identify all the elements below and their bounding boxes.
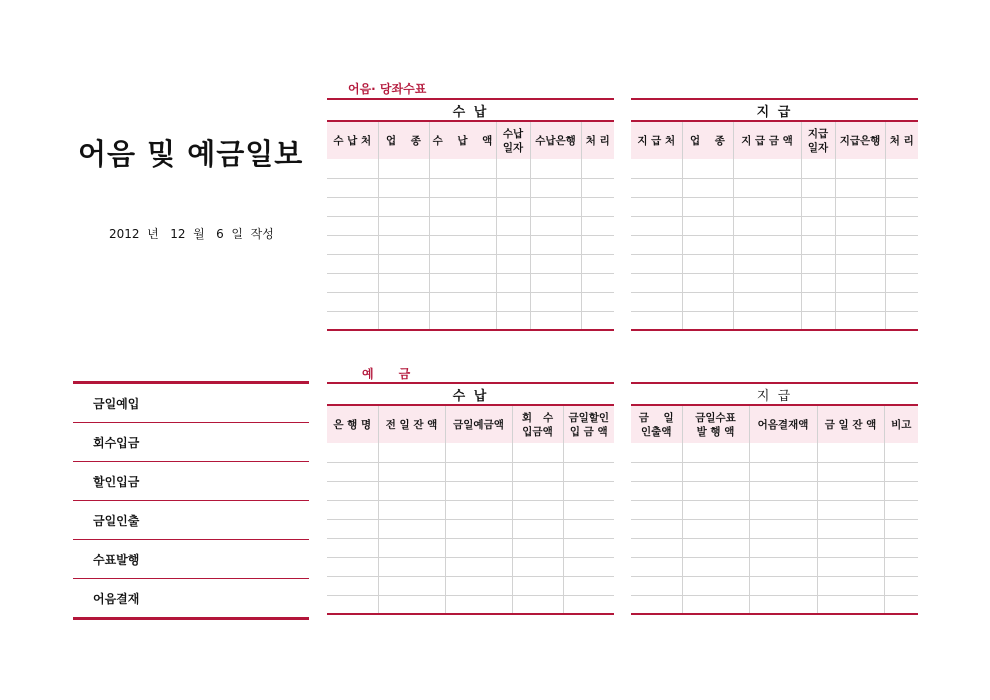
table-row bbox=[631, 197, 918, 216]
column-header: 지 급 금 액 bbox=[733, 121, 801, 159]
table-cell[interactable] bbox=[429, 254, 496, 273]
note-payment-table bbox=[631, 120, 918, 331]
side-item-label: 금일인출 bbox=[93, 513, 140, 528]
table-cell[interactable] bbox=[682, 538, 749, 557]
table-cell[interactable] bbox=[327, 216, 378, 235]
table-cell[interactable] bbox=[631, 519, 682, 538]
table-cell[interactable] bbox=[378, 273, 429, 292]
table-cell[interactable] bbox=[733, 159, 801, 178]
table-cell[interactable] bbox=[445, 538, 512, 557]
table-cell[interactable] bbox=[496, 197, 530, 216]
table-cell[interactable] bbox=[429, 235, 496, 254]
table-row bbox=[631, 595, 918, 614]
table-cell[interactable] bbox=[378, 216, 429, 235]
table-cell[interactable] bbox=[327, 235, 378, 254]
table-cell[interactable] bbox=[884, 443, 918, 462]
table-row bbox=[327, 216, 614, 235]
table-row bbox=[631, 519, 918, 538]
deposit-payment-table bbox=[631, 404, 918, 615]
table-cell[interactable] bbox=[835, 216, 885, 235]
table-cell[interactable] bbox=[327, 292, 378, 311]
table-cell[interactable] bbox=[512, 595, 563, 614]
table-cell[interactable] bbox=[429, 216, 496, 235]
table-cell[interactable] bbox=[631, 538, 682, 557]
table-cell[interactable] bbox=[884, 557, 918, 576]
table-cell[interactable] bbox=[530, 292, 581, 311]
table-cell[interactable] bbox=[835, 311, 885, 330]
table-cell[interactable] bbox=[631, 311, 682, 330]
table-cell[interactable] bbox=[749, 557, 817, 576]
table-cell[interactable] bbox=[445, 595, 512, 614]
column-header: 수 납 액 bbox=[429, 121, 496, 159]
column-header: 수납은행 bbox=[530, 121, 581, 159]
table-cell[interactable] bbox=[581, 178, 614, 197]
table-cell[interactable] bbox=[817, 462, 884, 481]
table-cell[interactable] bbox=[378, 254, 429, 273]
table-row bbox=[327, 443, 614, 462]
table-cell[interactable] bbox=[581, 159, 614, 178]
table-cell[interactable] bbox=[581, 273, 614, 292]
table-cell[interactable] bbox=[885, 197, 918, 216]
table-row bbox=[327, 197, 614, 216]
table-cell[interactable] bbox=[631, 254, 682, 273]
deposit-receipt-table bbox=[327, 404, 614, 615]
table-cell[interactable] bbox=[835, 273, 885, 292]
column-header: 금 일 인출액 bbox=[631, 405, 682, 443]
table-cell[interactable] bbox=[631, 216, 682, 235]
table-cell[interactable] bbox=[563, 519, 614, 538]
table-row bbox=[327, 292, 614, 311]
table-cell[interactable] bbox=[378, 197, 429, 216]
table-cell[interactable] bbox=[817, 481, 884, 500]
table-cell[interactable] bbox=[512, 538, 563, 557]
side-item-label: 할인입금 bbox=[93, 474, 140, 489]
column-header: 회 수 입금액 bbox=[512, 405, 563, 443]
column-header: 지급 일자 bbox=[801, 121, 835, 159]
note-receipt-panel bbox=[327, 98, 614, 331]
side-item bbox=[73, 578, 309, 617]
side-item-label: 어음결재 bbox=[93, 591, 140, 606]
table-cell[interactable] bbox=[682, 311, 733, 330]
table-cell[interactable] bbox=[631, 159, 682, 178]
table-cell[interactable] bbox=[631, 557, 682, 576]
table-row bbox=[631, 557, 918, 576]
table-cell[interactable] bbox=[530, 178, 581, 197]
column-header: 처 리 bbox=[581, 121, 614, 159]
table-cell[interactable] bbox=[801, 235, 835, 254]
table-cell[interactable] bbox=[801, 197, 835, 216]
table-cell[interactable] bbox=[327, 538, 378, 557]
table-cell[interactable] bbox=[749, 500, 817, 519]
table-cell[interactable] bbox=[530, 254, 581, 273]
column-header: 은 행 명 bbox=[327, 405, 378, 443]
table-cell[interactable] bbox=[563, 538, 614, 557]
table-cell[interactable] bbox=[631, 443, 682, 462]
side-item bbox=[73, 539, 309, 578]
table-cell[interactable] bbox=[512, 462, 563, 481]
table-cell[interactable] bbox=[835, 178, 885, 197]
table-cell[interactable] bbox=[631, 273, 682, 292]
note-payment-header: 지 급 bbox=[631, 98, 918, 120]
deposit-section-label: 예 금 bbox=[362, 367, 411, 381]
side-item bbox=[73, 381, 309, 422]
table-row bbox=[631, 500, 918, 519]
table-row bbox=[327, 538, 614, 557]
table-cell[interactable] bbox=[378, 462, 445, 481]
table-row bbox=[631, 462, 918, 481]
column-header: 전 일 잔 액 bbox=[378, 405, 445, 443]
table-cell[interactable] bbox=[631, 292, 682, 311]
table-cell[interactable] bbox=[327, 481, 378, 500]
table-cell[interactable] bbox=[429, 159, 496, 178]
table-cell[interactable] bbox=[682, 519, 749, 538]
table-cell[interactable] bbox=[817, 538, 884, 557]
table-row bbox=[327, 273, 614, 292]
table-cell[interactable] bbox=[327, 159, 378, 178]
table-cell[interactable] bbox=[581, 197, 614, 216]
table-cell[interactable] bbox=[682, 216, 733, 235]
side-list-bottom-rule bbox=[73, 617, 309, 620]
table-cell[interactable] bbox=[512, 519, 563, 538]
table-cell[interactable] bbox=[378, 557, 445, 576]
table-cell[interactable] bbox=[512, 481, 563, 500]
table-row bbox=[631, 235, 918, 254]
note-receipt-header: 수 납 bbox=[327, 98, 614, 120]
table-cell[interactable] bbox=[817, 500, 884, 519]
table-cell[interactable] bbox=[631, 595, 682, 614]
table-row bbox=[327, 481, 614, 500]
table-row bbox=[631, 273, 918, 292]
column-header: 지 급 처 bbox=[631, 121, 682, 159]
table-cell[interactable] bbox=[884, 481, 918, 500]
table-cell[interactable] bbox=[682, 557, 749, 576]
table-cell[interactable] bbox=[885, 178, 918, 197]
column-header: 어음결재액 bbox=[749, 405, 817, 443]
table-cell[interactable] bbox=[496, 178, 530, 197]
table-cell[interactable] bbox=[563, 462, 614, 481]
table-cell[interactable] bbox=[445, 462, 512, 481]
table-cell[interactable] bbox=[530, 235, 581, 254]
table-cell[interactable] bbox=[496, 254, 530, 273]
table-row bbox=[327, 576, 614, 595]
table-cell[interactable] bbox=[835, 292, 885, 311]
table-row bbox=[327, 178, 614, 197]
column-header: 처 리 bbox=[885, 121, 918, 159]
table-cell[interactable] bbox=[445, 443, 512, 462]
table-cell[interactable] bbox=[733, 178, 801, 197]
table-cell[interactable] bbox=[682, 235, 733, 254]
table-cell[interactable] bbox=[496, 292, 530, 311]
note-section-label: 어음· 당좌수표 bbox=[348, 82, 427, 96]
table-row bbox=[631, 311, 918, 330]
column-header: 수 납 처 bbox=[327, 121, 378, 159]
table-cell[interactable] bbox=[749, 481, 817, 500]
table-cell[interactable] bbox=[530, 216, 581, 235]
table-cell[interactable] bbox=[885, 311, 918, 330]
deposit-receipt-panel bbox=[327, 382, 614, 615]
table-cell[interactable] bbox=[801, 178, 835, 197]
table-cell[interactable] bbox=[631, 481, 682, 500]
column-header: 수납 일자 bbox=[496, 121, 530, 159]
table-cell[interactable] bbox=[378, 311, 429, 330]
table-cell[interactable] bbox=[327, 576, 378, 595]
table-cell[interactable] bbox=[749, 443, 817, 462]
table-cell[interactable] bbox=[682, 481, 749, 500]
table-cell[interactable] bbox=[749, 519, 817, 538]
table-cell[interactable] bbox=[563, 481, 614, 500]
table-cell[interactable] bbox=[327, 500, 378, 519]
side-item-label: 수표발행 bbox=[93, 552, 140, 567]
table-cell[interactable] bbox=[581, 216, 614, 235]
table-cell[interactable] bbox=[563, 500, 614, 519]
table-cell[interactable] bbox=[327, 595, 378, 614]
table-cell[interactable] bbox=[378, 292, 429, 311]
table-cell[interactable] bbox=[581, 292, 614, 311]
table-cell[interactable] bbox=[631, 197, 682, 216]
table-row bbox=[327, 159, 614, 178]
table-row bbox=[631, 481, 918, 500]
table-cell[interactable] bbox=[682, 197, 733, 216]
table-cell[interactable] bbox=[733, 311, 801, 330]
column-header: 업 종 bbox=[378, 121, 429, 159]
table-cell[interactable] bbox=[817, 443, 884, 462]
side-item bbox=[73, 461, 309, 500]
side-item-label: 회수입금 bbox=[93, 435, 140, 450]
table-cell[interactable] bbox=[801, 292, 835, 311]
date-line: 2012 년 12 월 6 일 작성 bbox=[109, 227, 274, 241]
table-cell[interactable] bbox=[496, 159, 530, 178]
table-cell[interactable] bbox=[327, 557, 378, 576]
table-row bbox=[327, 462, 614, 481]
table-cell[interactable] bbox=[801, 254, 835, 273]
table-cell[interactable] bbox=[682, 576, 749, 595]
table-cell[interactable] bbox=[512, 443, 563, 462]
column-header: 금일수표 발 행 액 bbox=[682, 405, 749, 443]
table-cell[interactable] bbox=[512, 576, 563, 595]
table-cell[interactable] bbox=[429, 311, 496, 330]
table-cell[interactable] bbox=[378, 159, 429, 178]
table-cell[interactable] bbox=[429, 197, 496, 216]
table-cell[interactable] bbox=[445, 500, 512, 519]
table-cell[interactable] bbox=[682, 462, 749, 481]
table-cell[interactable] bbox=[378, 481, 445, 500]
table-cell[interactable] bbox=[378, 178, 429, 197]
table-cell[interactable] bbox=[885, 254, 918, 273]
table-cell[interactable] bbox=[733, 292, 801, 311]
table-cell[interactable] bbox=[817, 557, 884, 576]
table-row bbox=[631, 254, 918, 273]
table-cell[interactable] bbox=[563, 576, 614, 595]
table-cell[interactable] bbox=[884, 538, 918, 557]
table-row bbox=[327, 519, 614, 538]
table-row bbox=[631, 538, 918, 557]
table-cell[interactable] bbox=[445, 481, 512, 500]
table-cell[interactable] bbox=[530, 159, 581, 178]
table-cell[interactable] bbox=[801, 311, 835, 330]
table-row bbox=[631, 216, 918, 235]
table-cell[interactable] bbox=[631, 178, 682, 197]
table-cell[interactable] bbox=[835, 159, 885, 178]
table-cell[interactable] bbox=[749, 538, 817, 557]
note-payment-panel bbox=[631, 98, 918, 331]
table-row bbox=[631, 178, 918, 197]
table-cell[interactable] bbox=[429, 273, 496, 292]
page-title: 어음 및 예금일보 bbox=[78, 137, 304, 171]
table-row bbox=[327, 254, 614, 273]
table-cell[interactable] bbox=[327, 443, 378, 462]
table-cell[interactable] bbox=[496, 273, 530, 292]
table-cell[interactable] bbox=[631, 462, 682, 481]
table-cell[interactable] bbox=[327, 178, 378, 197]
table-cell[interactable] bbox=[563, 557, 614, 576]
table-cell[interactable] bbox=[563, 443, 614, 462]
table-cell[interactable] bbox=[327, 273, 378, 292]
table-cell[interactable] bbox=[733, 216, 801, 235]
table-cell[interactable] bbox=[733, 273, 801, 292]
table-cell[interactable] bbox=[884, 519, 918, 538]
table-cell[interactable] bbox=[496, 235, 530, 254]
table-cell[interactable] bbox=[378, 538, 445, 557]
table-cell[interactable] bbox=[733, 197, 801, 216]
table-row bbox=[631, 159, 918, 178]
table-cell[interactable] bbox=[801, 159, 835, 178]
table-cell[interactable] bbox=[445, 557, 512, 576]
table-cell[interactable] bbox=[563, 595, 614, 614]
column-header: 금 일 잔 액 bbox=[817, 405, 884, 443]
column-header: 비고 bbox=[884, 405, 918, 443]
note-receipt-table bbox=[327, 120, 614, 331]
table-row bbox=[327, 235, 614, 254]
table-cell[interactable] bbox=[327, 197, 378, 216]
table-cell[interactable] bbox=[682, 273, 733, 292]
table-cell[interactable] bbox=[378, 519, 445, 538]
table-cell[interactable] bbox=[835, 235, 885, 254]
table-cell[interactable] bbox=[327, 462, 378, 481]
table-cell[interactable] bbox=[884, 576, 918, 595]
deposit-receipt-header: 수 납 bbox=[327, 382, 614, 404]
table-cell[interactable] bbox=[682, 595, 749, 614]
table-cell[interactable] bbox=[496, 216, 530, 235]
table-cell[interactable] bbox=[682, 500, 749, 519]
table-cell[interactable] bbox=[835, 197, 885, 216]
side-item bbox=[73, 500, 309, 539]
table-cell[interactable] bbox=[817, 595, 884, 614]
table-cell[interactable] bbox=[817, 519, 884, 538]
table-cell[interactable] bbox=[429, 292, 496, 311]
table-cell[interactable] bbox=[378, 576, 445, 595]
table-cell[interactable] bbox=[496, 311, 530, 330]
side-item-label: 금일예입 bbox=[93, 396, 140, 411]
table-cell[interactable] bbox=[631, 576, 682, 595]
table-cell[interactable] bbox=[749, 576, 817, 595]
table-row bbox=[631, 292, 918, 311]
column-header: 금일할인 입 금 액 bbox=[563, 405, 614, 443]
table-cell[interactable] bbox=[885, 159, 918, 178]
table-cell[interactable] bbox=[749, 595, 817, 614]
deposit-payment-header: 지 급 bbox=[631, 382, 918, 404]
table-cell[interactable] bbox=[378, 443, 445, 462]
column-header: 금일예금액 bbox=[445, 405, 512, 443]
column-header: 지급은행 bbox=[835, 121, 885, 159]
table-cell[interactable] bbox=[581, 311, 614, 330]
table-cell[interactable] bbox=[884, 595, 918, 614]
table-cell[interactable] bbox=[378, 235, 429, 254]
table-cell[interactable] bbox=[581, 235, 614, 254]
table-cell[interactable] bbox=[512, 557, 563, 576]
table-cell[interactable] bbox=[327, 519, 378, 538]
table-cell[interactable] bbox=[530, 311, 581, 330]
table-row bbox=[327, 557, 614, 576]
side-item bbox=[73, 422, 309, 461]
side-category-list bbox=[73, 381, 309, 620]
deposit-payment-panel bbox=[631, 382, 918, 615]
table-cell[interactable] bbox=[884, 500, 918, 519]
table-cell[interactable] bbox=[749, 462, 817, 481]
table-cell[interactable] bbox=[327, 254, 378, 273]
table-cell[interactable] bbox=[445, 519, 512, 538]
table-cell[interactable] bbox=[884, 462, 918, 481]
table-cell[interactable] bbox=[631, 235, 682, 254]
table-cell[interactable] bbox=[835, 254, 885, 273]
table-row bbox=[327, 595, 614, 614]
table-cell[interactable] bbox=[378, 595, 445, 614]
table-cell[interactable] bbox=[801, 216, 835, 235]
table-cell[interactable] bbox=[682, 159, 733, 178]
table-cell[interactable] bbox=[733, 254, 801, 273]
table-cell[interactable] bbox=[682, 292, 733, 311]
table-cell[interactable] bbox=[682, 443, 749, 462]
table-cell[interactable] bbox=[885, 235, 918, 254]
table-cell[interactable] bbox=[631, 500, 682, 519]
table-cell[interactable] bbox=[801, 273, 835, 292]
table-cell[interactable] bbox=[885, 273, 918, 292]
table-cell[interactable] bbox=[885, 292, 918, 311]
table-cell[interactable] bbox=[378, 500, 445, 519]
column-header: 업 종 bbox=[682, 121, 733, 159]
table-row bbox=[631, 443, 918, 462]
table-row bbox=[631, 576, 918, 595]
table-cell[interactable] bbox=[682, 254, 733, 273]
table-cell[interactable] bbox=[530, 197, 581, 216]
table-cell[interactable] bbox=[733, 235, 801, 254]
table-cell[interactable] bbox=[817, 576, 884, 595]
table-cell[interactable] bbox=[530, 273, 581, 292]
table-cell[interactable] bbox=[682, 178, 733, 197]
table-cell[interactable] bbox=[512, 500, 563, 519]
table-cell[interactable] bbox=[327, 311, 378, 330]
table-cell[interactable] bbox=[445, 576, 512, 595]
table-cell[interactable] bbox=[429, 178, 496, 197]
table-cell[interactable] bbox=[885, 216, 918, 235]
table-cell[interactable] bbox=[581, 254, 614, 273]
table-row bbox=[327, 500, 614, 519]
table-row bbox=[327, 311, 614, 330]
